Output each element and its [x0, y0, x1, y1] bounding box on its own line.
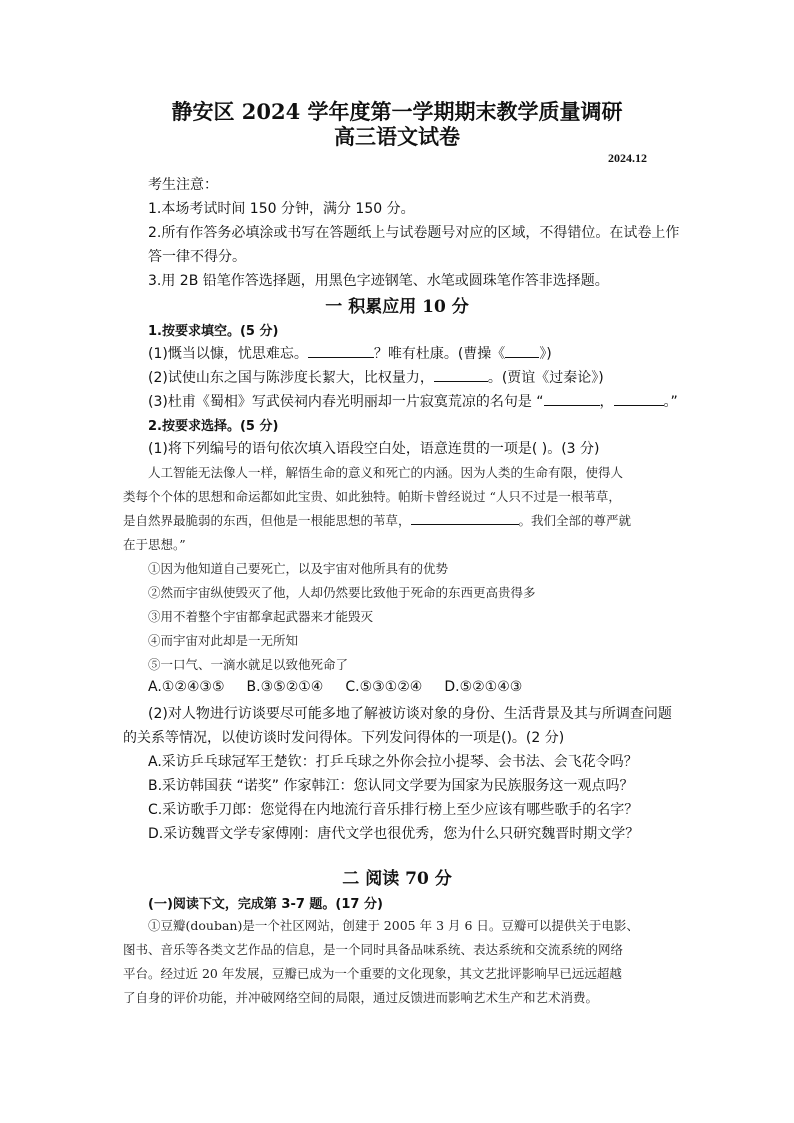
notice-heading: 考生注意： — [148, 177, 218, 193]
q1-sub1-part-a: (1)慨当以慷，忧思难忘。 — [148, 346, 308, 362]
q1-sub1-blank-2[interactable] — [505, 357, 539, 358]
notice-item-2-line1: 2.所有作答务必填涂或书写在答题纸上与试卷题号对应的区域，不得错位。在试卷上作 — [148, 225, 680, 241]
q1-sub3-blank-1[interactable] — [544, 405, 600, 406]
exam-title-line1: 静安区 2024 学年度第一学期期末教学质量调研 — [171, 99, 623, 124]
reading-para1-line4: 了自身的评价功能，并冲破网络空间的局限，通过反馈进而影响艺术生产和艺术消费。 — [123, 990, 599, 1005]
exam-date: 2024.12 — [608, 151, 647, 165]
notice-item-3: 3.用 2B 铅笔作答选择题，用黑色字迹钢笔、水笔或圆珠笔作答非选择题。 — [148, 273, 609, 289]
q1-sub2-part-a: (2)试使山东之国与陈涉度长絜大，比权量力， — [148, 370, 434, 386]
q1-sub1 — [148, 343, 552, 363]
q2-passage-line4: 在于思想。” — [123, 537, 186, 552]
reading-para1-line2: 图书、音乐等各类文艺作品的信息，是一个同时具备品味系统、表达系统和交流系统的网络 — [123, 942, 624, 957]
exam-title-line2: 高三语文试卷 — [334, 124, 460, 149]
q2-passage-line2: 类每个个体的思想和命运都如此宝贵、如此独特。帕斯卡曾经说过 “人只不过是一根苇草， — [123, 489, 621, 504]
reading-para1-line1: ①豆瓣(douban)是一个社区网站，创建于 2005 年 3 月 6 日。豆瓣可以提供关于电影、 — [148, 918, 639, 933]
q2-item-5: ⑤一口气、一滴水就足以致他死命了 — [148, 657, 349, 672]
q2-choice-a[interactable]: A.①②④③⑤ — [148, 679, 225, 695]
q2-passage-line3 — [123, 511, 631, 529]
q2-part2-stem-line1: (2)对人物进行访谈要尽可能多地了解被访谈对象的身份、生活背景及其与所调查问题 — [148, 706, 672, 722]
q2-passage-blank[interactable] — [411, 524, 519, 525]
q2-item-1: ①因为他知道自己要死亡，以及宇宙对他所具有的优势 — [148, 561, 449, 576]
q2-part1-stem: (1)将下列编号的语句依次填入语段空白处，语意连贯的一项是( )。(3 分) — [148, 441, 600, 457]
q2-part2-option-c[interactable]: C.采访歌手刀郎：您觉得在内地流行音乐排行榜上至少应该有哪些歌手的名字？ — [148, 802, 639, 818]
q2-item-3: ③用不着整个宇宙都拿起武器来才能毁灭 — [148, 609, 374, 624]
q2-part2-stem-line2: 的关系等情况，以使访谈时发问得体。下列发问得体的一项是()。(2 分) — [123, 730, 565, 746]
q2-title: 2.按要求选择。(5 分) — [148, 419, 279, 434]
q2-passage-line3-b: 。我们全部的尊严就 — [518, 513, 632, 528]
q2-choice-d[interactable]: D.⑤②①④③ — [444, 679, 523, 695]
q1-sub2 — [148, 367, 604, 387]
q1-sub3-blank-2[interactable] — [614, 405, 664, 406]
q2-passage-line3-a: 是自然界最脆弱的东西，但他是一根能思想的苇草， — [123, 513, 411, 528]
q1-sub3-part-c: 。” — [663, 394, 678, 410]
q1-sub1-blank-1[interactable] — [308, 357, 374, 358]
q1-sub3 — [148, 391, 678, 411]
section2-heading: 二 阅读 70 分 — [342, 869, 452, 889]
q2-choice-c[interactable]: C.⑤③①②④ — [345, 679, 423, 695]
q2-part2-option-b[interactable]: B.采访韩国获 “诺奖” 作家韩江：您认同文学要为国家为民族服务这一观点吗？ — [148, 778, 634, 794]
q2-item-2: ②然而宇宙纵使毁灭了他，人却仍然要比致他于死命的东西更高贵得多 — [148, 585, 536, 600]
reading-para1-line3: 平台。经过近 20 年发展，豆瓣已成为一个重要的文化现象，其文艺批评影响早已远远超越 — [123, 966, 622, 981]
q2-choice-b[interactable]: B.③⑤②①④ — [246, 679, 324, 695]
q2-passage-line1: 人工智能无法像人一样，解悟生命的意义和死亡的内涵。因为人类的生命有限，使得人 — [148, 465, 624, 480]
q1-sub2-blank[interactable] — [434, 381, 488, 382]
notice-item-2-line2: 答一律不得分。 — [148, 249, 246, 265]
q2-choices — [148, 679, 544, 695]
section1-heading: 一 积累应用 10 分 — [325, 297, 469, 317]
q1-sub1-part-c: 》) — [539, 346, 552, 362]
q1-sub1-part-b: ？唯有杜康。(曹操《 — [373, 346, 506, 362]
q2-part2-option-a[interactable]: A.采访乒乓球冠军王楚钦：打乒乓球之外你会拉小提琴、会书法、会飞花令吗？ — [148, 754, 638, 770]
notice-item-1: 1.本场考试时间 150 分钟，满分 150 分。 — [148, 201, 415, 217]
q1-sub2-part-b: 。(贾谊《过秦论》) — [487, 370, 604, 386]
reading-part1-title: (一)阅读下文，完成第 3-7 题。(17 分) — [148, 897, 383, 912]
q2-item-4: ④而宇宙对此却是一无所知 — [148, 633, 299, 648]
q1-sub3-part-a: (3)杜甫《蜀相》写武侯祠内春光明丽却一片寂寞荒凉的名句是 “ — [148, 394, 544, 410]
q1-title: 1.按要求填空。(5 分) — [148, 324, 279, 339]
q1-sub3-part-b: ， — [599, 394, 614, 410]
q2-part2-option-d[interactable]: D.采访魏晋文学专家傅刚：唐代文学也很优秀，您为什么只研究魏晋时期文学？ — [148, 826, 640, 842]
